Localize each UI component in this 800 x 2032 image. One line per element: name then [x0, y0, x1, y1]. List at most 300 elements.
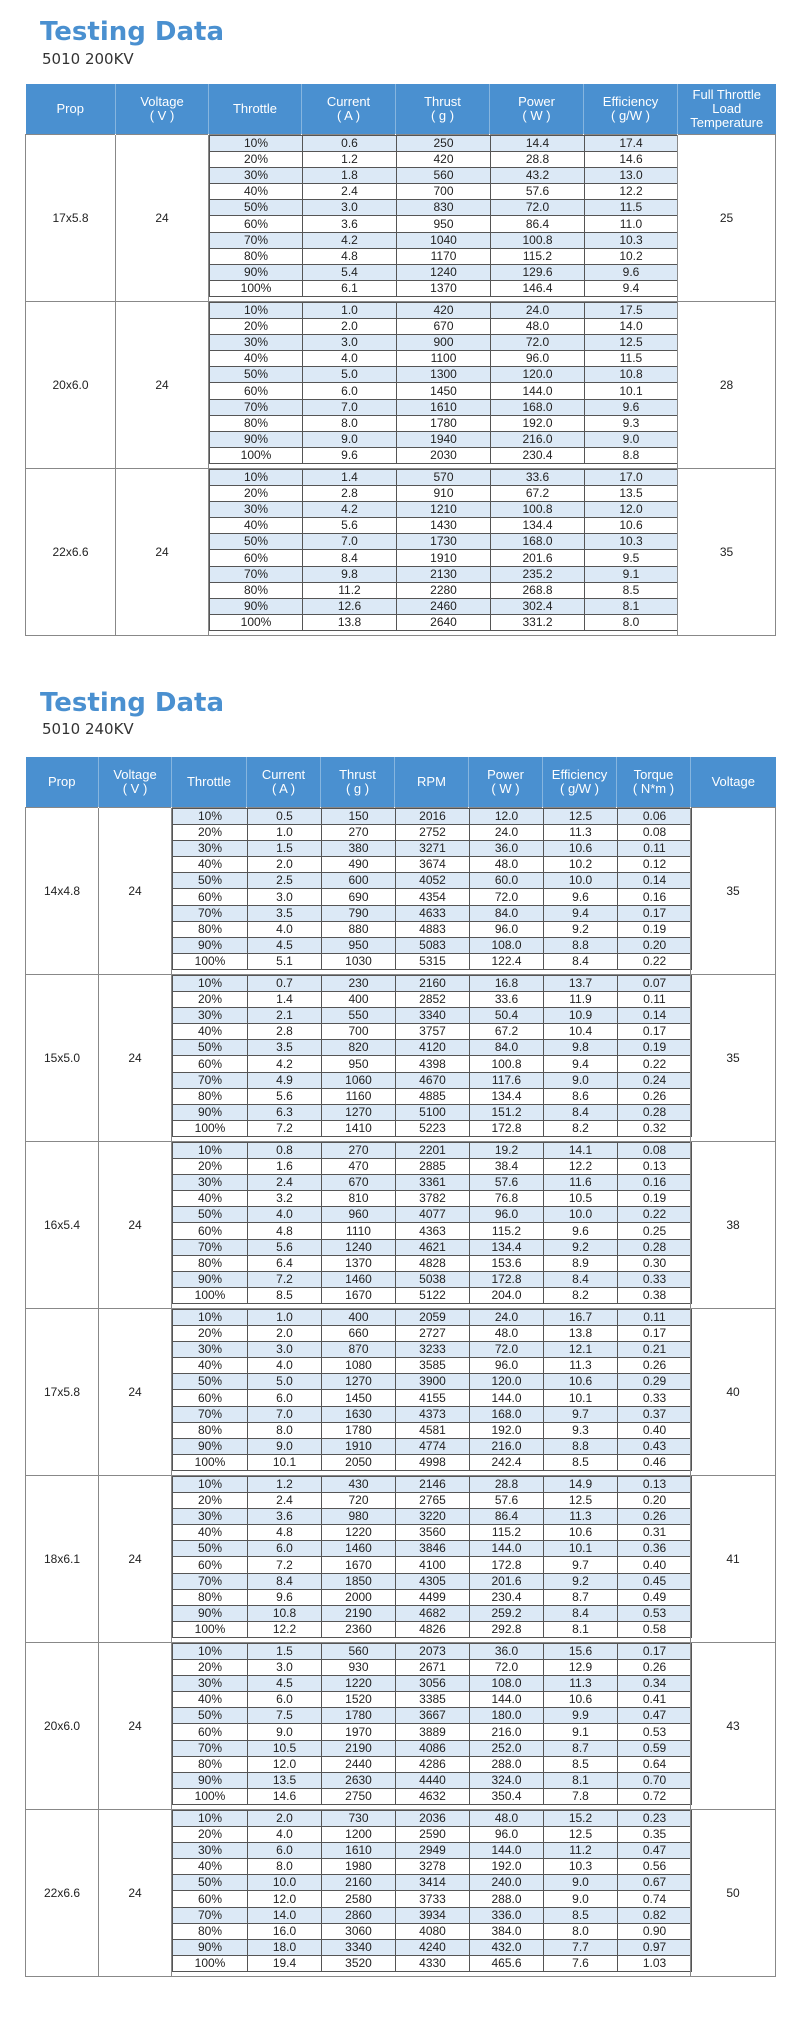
- prop-group-row: [26, 974, 776, 1141]
- throttle-data-cell: [172, 1475, 691, 1642]
- table-row: [173, 991, 692, 1007]
- table-cell: 0.31: [618, 1525, 692, 1541]
- table-cell: 4086: [396, 1740, 470, 1756]
- table-cell: 100.8: [491, 501, 585, 517]
- table-cell: 10.6: [544, 1525, 618, 1541]
- table-cell: 8.0: [248, 1422, 322, 1438]
- table-cell: 14.4: [491, 135, 585, 151]
- table-cell: 3674: [396, 857, 470, 873]
- column-header-line: Voltage: [711, 773, 755, 789]
- table-cell: 8.4: [248, 1573, 322, 1589]
- table-cell: 12.9: [544, 1659, 618, 1675]
- table-cell: 0.82: [618, 1907, 692, 1923]
- table-cell: 10.0: [248, 1875, 322, 1891]
- table-cell: 80%: [173, 1923, 248, 1939]
- table-cell: 10%: [173, 1309, 248, 1325]
- table-cell: 0.08: [618, 824, 692, 840]
- table-cell: 4240: [396, 1940, 470, 1956]
- table-cell: 5038: [396, 1272, 470, 1288]
- table-cell: 0.19: [618, 1040, 692, 1056]
- table-row: [173, 921, 692, 937]
- table-cell: 2949: [396, 1842, 470, 1858]
- column-header: [302, 84, 396, 134]
- prop-group-row: [26, 1642, 776, 1809]
- table-cell: 292.8: [470, 1622, 544, 1638]
- table-cell: 96.0: [470, 921, 544, 937]
- table-cell: 0.24: [618, 1072, 692, 1088]
- table-cell: 3.6: [303, 216, 397, 232]
- table-cell: 0.36: [618, 1541, 692, 1557]
- table-cell: 134.4: [491, 518, 585, 534]
- table-cell: 1450: [397, 383, 491, 399]
- section-subtitle: 5010 240KV: [42, 720, 134, 738]
- table-cell: 10.6: [544, 840, 618, 856]
- table-cell: 0.14: [618, 873, 692, 889]
- column-header-line: ( A ): [336, 107, 361, 123]
- table-row: [173, 1675, 692, 1691]
- table-cell: 201.6: [491, 550, 585, 566]
- table-row: [210, 281, 678, 297]
- table-cell: 0.34: [618, 1675, 692, 1691]
- table-cell: 10.6: [585, 518, 678, 534]
- table-cell: 0.40: [618, 1557, 692, 1573]
- table-row: [210, 534, 678, 550]
- table-cell: 8.0: [585, 615, 678, 631]
- table-cell: 108.0: [470, 1675, 544, 1691]
- prop-cell: 17x5.8: [26, 1308, 99, 1475]
- table-cell: 15.2: [544, 1810, 618, 1826]
- table-cell: 9.1: [544, 1724, 618, 1740]
- table-cell: 19.2: [470, 1142, 544, 1158]
- table-cell: 5083: [396, 938, 470, 954]
- prop-cell: 22x6.6: [26, 1809, 99, 1976]
- table-cell: 980: [322, 1508, 396, 1524]
- table-cell: 1730: [397, 534, 491, 550]
- column-header: [678, 84, 776, 134]
- table-cell: 90%: [173, 938, 248, 954]
- table-cell: 84.0: [470, 1040, 544, 1056]
- throttle-data-table: [172, 975, 692, 1138]
- table-cell: 0.97: [618, 1940, 692, 1956]
- table-row: [210, 334, 678, 350]
- section-240kv: [0, 680, 800, 2032]
- table-cell: 0.47: [618, 1842, 692, 1858]
- throttle-data-cell: [172, 1642, 691, 1809]
- table-cell: 2460: [397, 599, 491, 615]
- table-cell: 930: [322, 1659, 396, 1675]
- table-cell: 1980: [322, 1859, 396, 1875]
- table-cell: 12.5: [544, 1492, 618, 1508]
- table-cell: 10.3: [585, 232, 678, 248]
- table-cell: 50%: [173, 1374, 248, 1390]
- table-cell: 216.0: [470, 1724, 544, 1740]
- table-cell: 465.6: [470, 1956, 544, 1972]
- table-cell: 30%: [173, 840, 248, 856]
- table-row: [173, 1406, 692, 1422]
- table-row: [173, 1773, 692, 1789]
- table-cell: 129.6: [491, 265, 585, 281]
- table-cell: 100%: [210, 615, 303, 631]
- table-cell: 1430: [397, 518, 491, 534]
- table-cell: 80%: [173, 1589, 248, 1605]
- column-header-line: Voltage: [140, 93, 184, 109]
- table-row: [210, 599, 678, 615]
- table-cell: 2750: [322, 1789, 396, 1805]
- table-cell: 1.0: [248, 1309, 322, 1325]
- table-cell: 4.0: [248, 1358, 322, 1374]
- table-cell: 3233: [396, 1341, 470, 1357]
- column-header-line: Power: [487, 766, 524, 782]
- table-cell: 2.0: [303, 318, 397, 334]
- table-cell: 4.0: [248, 1826, 322, 1842]
- table-cell: 100%: [210, 448, 303, 464]
- table-cell: 11.6: [544, 1174, 618, 1190]
- table-cell: 4.5: [248, 938, 322, 954]
- table-cell: 2765: [396, 1492, 470, 1508]
- table-cell: 2671: [396, 1659, 470, 1675]
- table-cell: 134.4: [470, 1239, 544, 1255]
- table-cell: 252.0: [470, 1740, 544, 1756]
- table-cell: 9.0: [248, 1439, 322, 1455]
- table-cell: 3361: [396, 1174, 470, 1190]
- table-cell: 700: [322, 1024, 396, 1040]
- table-cell: 80%: [210, 248, 303, 264]
- table-row: [210, 383, 678, 399]
- table-cell: 5.0: [248, 1374, 322, 1390]
- table-cell: 1060: [322, 1072, 396, 1088]
- table-cell: 1780: [322, 1422, 396, 1438]
- table-cell: 9.0: [303, 432, 397, 448]
- table-cell: 900: [397, 334, 491, 350]
- column-header-line: ( W ): [491, 780, 520, 796]
- table-cell: 0.22: [618, 954, 692, 970]
- table-cell: 2.0: [248, 1810, 322, 1826]
- table-cell: 28.8: [491, 151, 585, 167]
- table-cell: 12.1: [544, 1341, 618, 1357]
- table-cell: 70%: [173, 1907, 248, 1923]
- table-cell: 1460: [322, 1272, 396, 1288]
- table-cell: 4998: [396, 1455, 470, 1471]
- table-cell: 10.1: [544, 1541, 618, 1557]
- table-cell: 12.6: [303, 599, 397, 615]
- column-header-line: Prop: [56, 100, 84, 116]
- table-cell: 70%: [173, 1406, 248, 1422]
- table-cell: 7.8: [544, 1789, 618, 1805]
- table-row: [173, 1422, 692, 1438]
- table-cell: 0.17: [618, 905, 692, 921]
- table-cell: 670: [322, 1174, 396, 1190]
- table-cell: 9.0: [544, 1875, 618, 1891]
- prop-cell: 17x5.8: [26, 134, 116, 301]
- table-cell: 10.5: [544, 1191, 618, 1207]
- throttle-data-table: [209, 469, 678, 632]
- table-cell: 1450: [322, 1390, 396, 1406]
- table-cell: 3414: [396, 1875, 470, 1891]
- table-cell: 70%: [210, 566, 303, 582]
- table-row: [210, 351, 678, 367]
- table-cell: 9.0: [248, 1724, 322, 1740]
- table-cell: 9.4: [585, 281, 678, 297]
- table-cell: 6.0: [248, 1692, 322, 1708]
- table-cell: 10.1: [544, 1390, 618, 1406]
- table-cell: 14.6: [585, 151, 678, 167]
- column-header-line: ( N*m ): [632, 780, 675, 796]
- table-row: [173, 1557, 692, 1573]
- table-cell: 76.8: [470, 1191, 544, 1207]
- column-header: [396, 84, 490, 134]
- table-cell: 20%: [173, 1325, 248, 1341]
- throttle-data-table: [209, 135, 678, 298]
- table-cell: 10.6: [544, 1692, 618, 1708]
- table-cell: 2752: [396, 824, 470, 840]
- table-cell: 96.0: [491, 351, 585, 367]
- table-cell: 20%: [173, 1158, 248, 1174]
- table-row: [210, 367, 678, 383]
- column-header: [26, 757, 99, 807]
- table-cell: 172.8: [470, 1557, 544, 1573]
- column-header-line: Temperature: [690, 114, 764, 130]
- table-cell: 9.6: [585, 399, 678, 415]
- column-header: [116, 84, 209, 134]
- table-cell: 9.0: [544, 1072, 618, 1088]
- table-cell: 660: [322, 1325, 396, 1341]
- table-cell: 288.0: [470, 1756, 544, 1772]
- table-cell: 2190: [322, 1740, 396, 1756]
- table-cell: 100%: [173, 954, 248, 970]
- table-cell: 144.0: [470, 1541, 544, 1557]
- table-cell: 4670: [396, 1072, 470, 1088]
- column-header: [617, 757, 691, 807]
- table-cell: 15.6: [544, 1643, 618, 1659]
- table-row: [173, 1589, 692, 1605]
- prop-cell: 20x6.0: [26, 1642, 99, 1809]
- table-cell: 2190: [322, 1606, 396, 1622]
- table-cell: 1940: [397, 432, 491, 448]
- table-cell: 100%: [210, 281, 303, 297]
- table-row: [210, 302, 678, 318]
- table-cell: 16.8: [470, 975, 544, 991]
- table-row: [210, 216, 678, 232]
- table-cell: 80%: [173, 1756, 248, 1772]
- table-cell: 870: [322, 1341, 396, 1357]
- table-cell: 302.4: [491, 599, 585, 615]
- table-cell: 48.0: [491, 318, 585, 334]
- table-cell: 8.5: [544, 1455, 618, 1471]
- table-cell: 470: [322, 1158, 396, 1174]
- table-cell: 2580: [322, 1891, 396, 1907]
- table-cell: 192.0: [470, 1422, 544, 1438]
- column-header-line: Thrust: [424, 93, 461, 109]
- table-cell: 490: [322, 857, 396, 873]
- temperature-cell: 43: [691, 1642, 776, 1809]
- table-cell: 2860: [322, 1907, 396, 1923]
- table-cell: 8.4: [544, 954, 618, 970]
- table-cell: 3.5: [248, 1040, 322, 1056]
- table-cell: 3934: [396, 1907, 470, 1923]
- table-cell: 4077: [396, 1207, 470, 1223]
- table-cell: 117.6: [470, 1072, 544, 1088]
- table-cell: 0.26: [618, 1358, 692, 1374]
- table-cell: 11.3: [544, 1508, 618, 1524]
- column-header: [321, 757, 395, 807]
- table-cell: 16.0: [248, 1923, 322, 1939]
- table-row: [173, 1024, 692, 1040]
- table-cell: 0.67: [618, 1875, 692, 1891]
- table-cell: 90%: [173, 1773, 248, 1789]
- table-cell: 8.1: [544, 1622, 618, 1638]
- table-cell: 2852: [396, 991, 470, 1007]
- table-cell: 1.4: [248, 991, 322, 1007]
- table-cell: 242.4: [470, 1455, 544, 1471]
- throttle-data-table: [209, 302, 678, 465]
- table-cell: 0.35: [618, 1826, 692, 1842]
- table-cell: 0.17: [618, 1643, 692, 1659]
- table-cell: 60%: [173, 1557, 248, 1573]
- table-cell: 0.49: [618, 1589, 692, 1605]
- table-cell: 9.0: [544, 1891, 618, 1907]
- table-row: [210, 248, 678, 264]
- table-cell: 9.6: [585, 265, 678, 281]
- table-cell: 70%: [173, 1573, 248, 1589]
- table-cell: 2727: [396, 1325, 470, 1341]
- table-cell: 8.7: [544, 1740, 618, 1756]
- table-cell: 201.6: [470, 1573, 544, 1589]
- prop-group-row: [26, 1475, 776, 1642]
- table-cell: 10%: [173, 1476, 248, 1492]
- temperature-cell: 28: [678, 301, 776, 468]
- table-cell: 8.1: [544, 1773, 618, 1789]
- table-cell: 10.2: [544, 857, 618, 873]
- table-cell: 70%: [210, 232, 303, 248]
- throttle-data-table: [172, 1309, 692, 1472]
- column-header-line: ( A ): [271, 780, 296, 796]
- table-cell: 380: [322, 840, 396, 856]
- table-cell: 880: [322, 921, 396, 937]
- table-row: [173, 1875, 692, 1891]
- table-cell: 80%: [210, 582, 303, 598]
- table-cell: 0.11: [618, 991, 692, 1007]
- table-cell: 1100: [397, 351, 491, 367]
- table-cell: 12.5: [585, 334, 678, 350]
- section-title: Testing Data: [40, 688, 225, 718]
- table-cell: 4581: [396, 1422, 470, 1438]
- table-cell: 1410: [322, 1121, 396, 1137]
- table-cell: 8.2: [544, 1121, 618, 1137]
- table-cell: 9.3: [544, 1422, 618, 1438]
- table-cell: 9.4: [544, 905, 618, 921]
- table-cell: 40%: [173, 1191, 248, 1207]
- table-cell: 9.9: [544, 1708, 618, 1724]
- table-cell: 1300: [397, 367, 491, 383]
- table-row: [173, 1374, 692, 1390]
- table-cell: 6.0: [303, 383, 397, 399]
- table-row: [173, 1740, 692, 1756]
- table-cell: 11.9: [544, 991, 618, 1007]
- voltage-cell: 24: [99, 1475, 172, 1642]
- table-cell: 8.8: [585, 448, 678, 464]
- table-cell: 72.0: [491, 334, 585, 350]
- table-cell: 8.1: [585, 599, 678, 615]
- temperature-cell: 50: [691, 1809, 776, 1976]
- table-cell: 151.2: [470, 1105, 544, 1121]
- table-cell: 2.4: [248, 1174, 322, 1190]
- table-cell: 560: [397, 167, 491, 183]
- table-cell: 40%: [173, 1525, 248, 1541]
- table-row: [173, 1956, 692, 1972]
- table-cell: 14.0: [585, 318, 678, 334]
- column-header-line: Load: [712, 100, 742, 116]
- table-cell: 3385: [396, 1692, 470, 1708]
- table-cell: 72.0: [491, 200, 585, 216]
- table-cell: 432.0: [470, 1940, 544, 1956]
- table-cell: 204.0: [470, 1288, 544, 1304]
- table-cell: 5315: [396, 954, 470, 970]
- table-cell: 420: [397, 151, 491, 167]
- table-cell: 3900: [396, 1374, 470, 1390]
- table-cell: 950: [397, 216, 491, 232]
- table-row: [173, 1907, 692, 1923]
- table-cell: 30%: [210, 501, 303, 517]
- table-cell: 8.5: [248, 1288, 322, 1304]
- table-cell: 1.8: [303, 167, 397, 183]
- table-cell: 4.2: [303, 501, 397, 517]
- throttle-data-table: [172, 1476, 692, 1639]
- table-cell: 1.03: [618, 1956, 692, 1972]
- table-cell: 172.8: [470, 1272, 544, 1288]
- table-cell: 1610: [322, 1842, 396, 1858]
- voltage-cell: 24: [116, 301, 209, 468]
- table-cell: 9.2: [544, 921, 618, 937]
- table-row: [210, 615, 678, 631]
- table-row: [173, 1859, 692, 1875]
- table-cell: 720: [322, 1492, 396, 1508]
- table-cell: 168.0: [491, 534, 585, 550]
- table-cell: 4.8: [248, 1525, 322, 1541]
- table-cell: 790: [322, 905, 396, 921]
- table-cell: 4633: [396, 905, 470, 921]
- table-cell: 38.4: [470, 1158, 544, 1174]
- voltage-cell: 24: [99, 1141, 172, 1308]
- table-row: [173, 1789, 692, 1805]
- prop-cell: 18x6.1: [26, 1475, 99, 1642]
- table-cell: 9.7: [544, 1557, 618, 1573]
- table-cell: 96.0: [470, 1826, 544, 1842]
- table-cell: 216.0: [470, 1439, 544, 1455]
- table-cell: 10.1: [248, 1455, 322, 1471]
- table-cell: 20%: [210, 485, 303, 501]
- throttle-data-table: [172, 808, 692, 971]
- table-row: [173, 1923, 692, 1939]
- table-cell: 3.6: [248, 1508, 322, 1524]
- table-cell: 8.0: [544, 1923, 618, 1939]
- table-cell: 4.9: [248, 1072, 322, 1088]
- table-cell: 2.0: [248, 857, 322, 873]
- table-row: [173, 1606, 692, 1622]
- table-cell: 2440: [322, 1756, 396, 1772]
- table-cell: 0.21: [618, 1341, 692, 1357]
- table-cell: 268.8: [491, 582, 585, 598]
- table-cell: 8.4: [303, 550, 397, 566]
- prop-cell: 15x5.0: [26, 974, 99, 1141]
- table-cell: 0.20: [618, 1492, 692, 1508]
- table-cell: 10.2: [585, 248, 678, 264]
- table-row: [173, 1455, 692, 1471]
- table-cell: 2059: [396, 1309, 470, 1325]
- table-row: [210, 318, 678, 334]
- table-cell: 10.8: [585, 367, 678, 383]
- table-cell: 50%: [173, 1708, 248, 1724]
- table-cell: 50%: [173, 1875, 248, 1891]
